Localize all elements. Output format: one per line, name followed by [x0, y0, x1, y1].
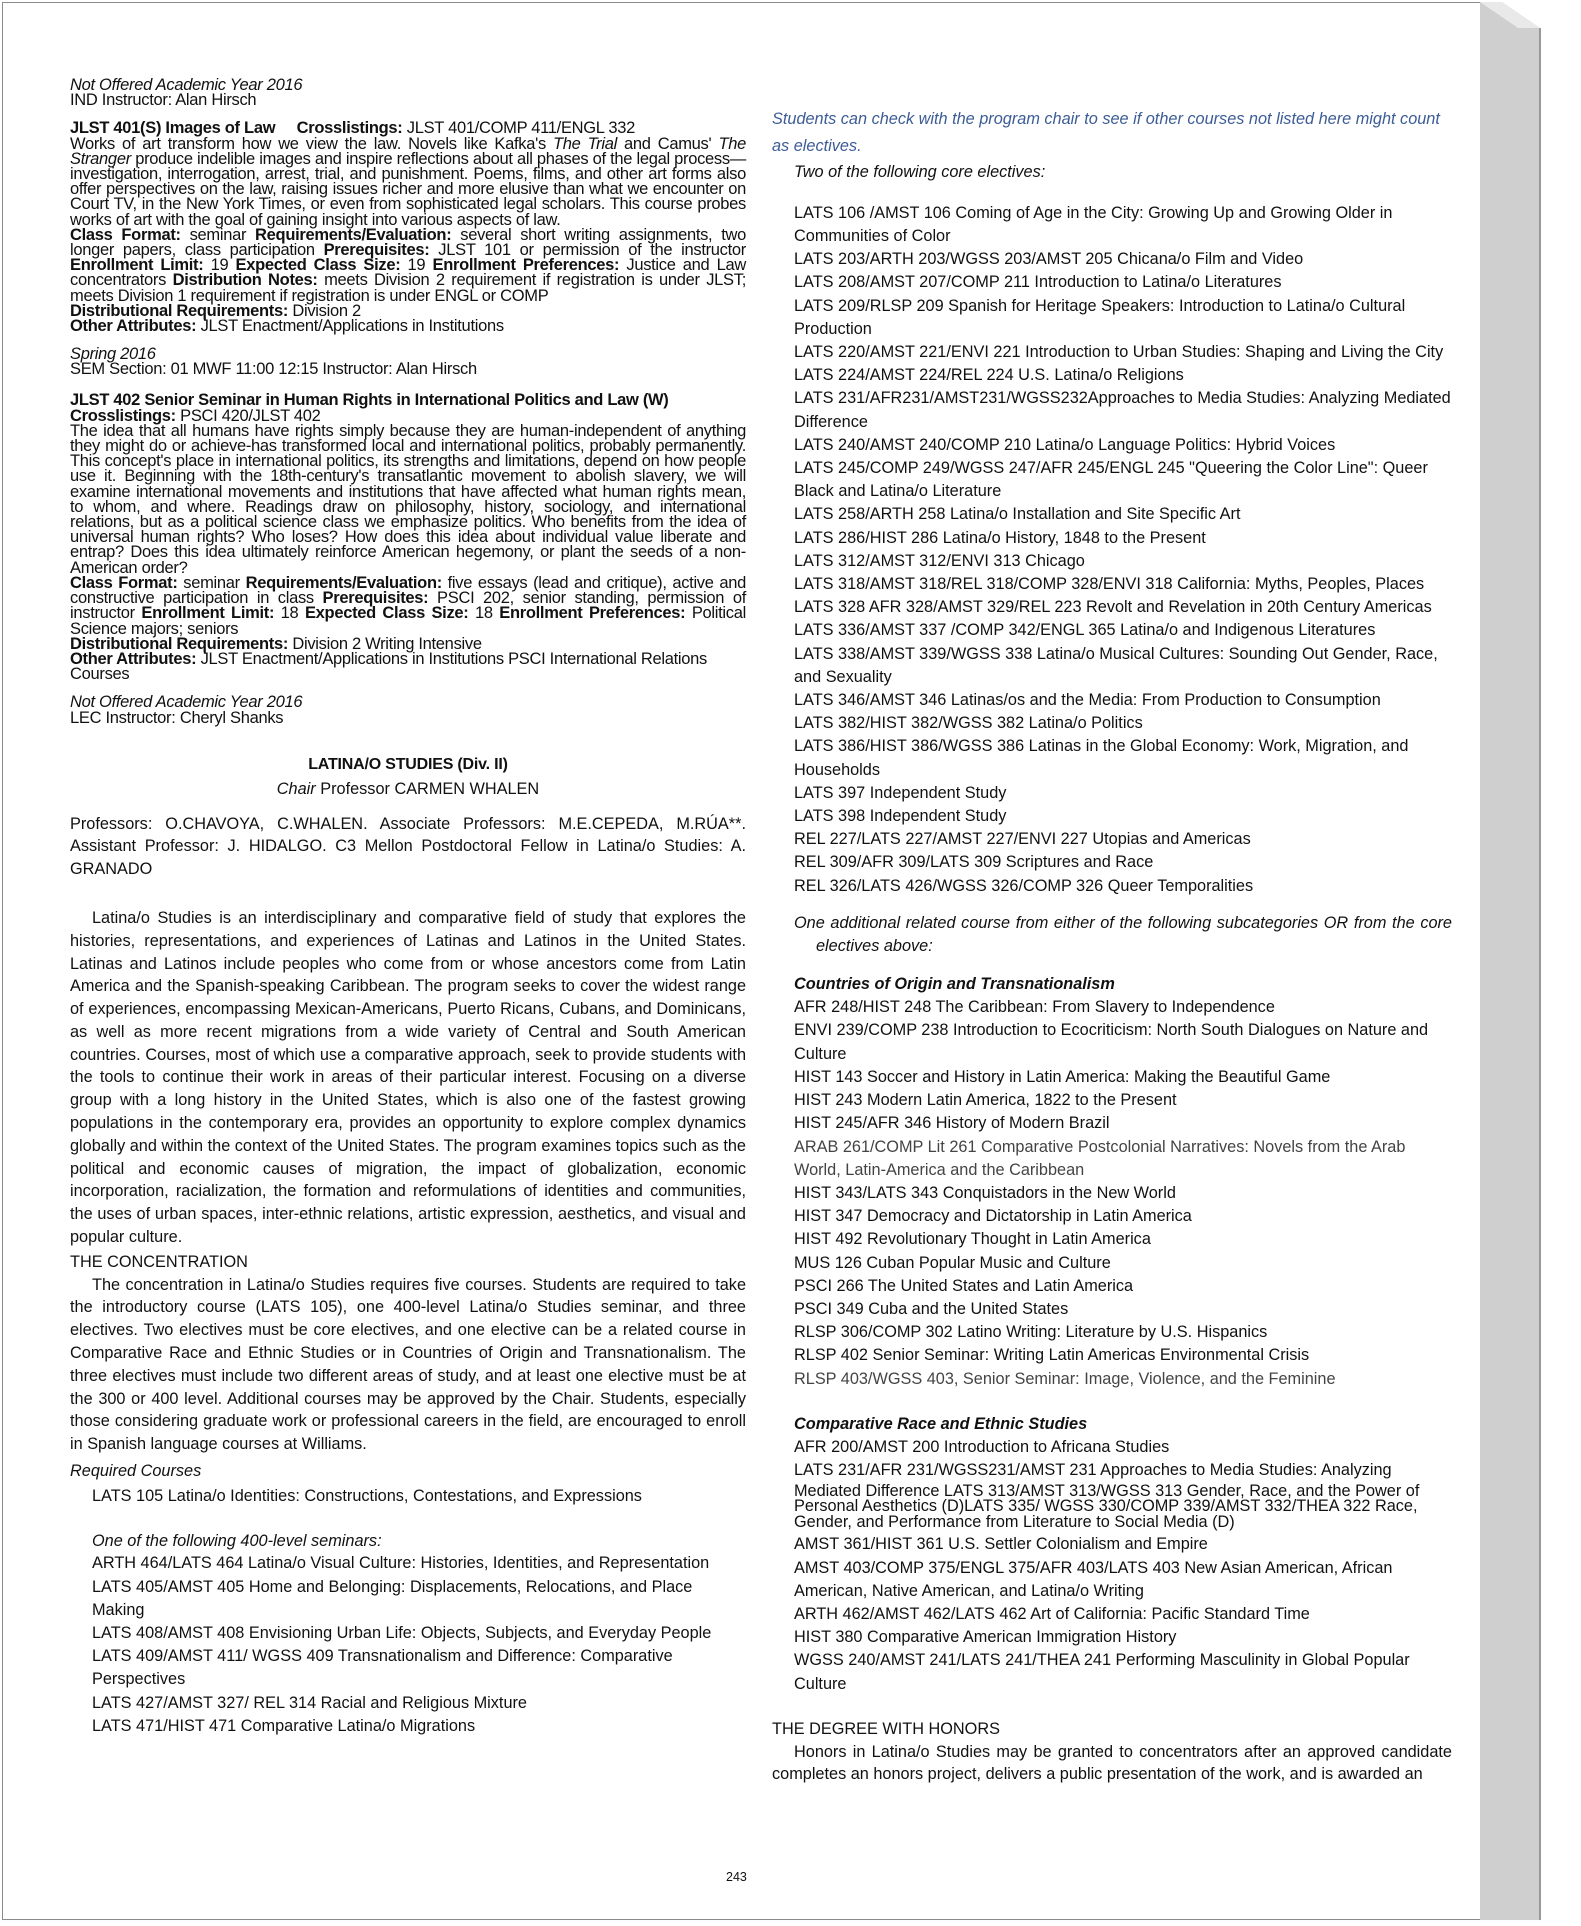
page-curl-edge [1480, 2, 1560, 1920]
program-chair-note: Students can check with the program chair to see if other courses not listed here might count as electives. [772, 110, 1440, 155]
department-chair: Chair Professor CARMEN WHALEN [276, 779, 540, 798]
countries-list [772, 996, 1452, 1390]
left-column [70, 78, 746, 1738]
list-item: LATS 245/COMP 249/WGSS 247/AFR 245/ENGL 245 "Queering the Color Line": Queer Black and Latina/o Literature [794, 459, 1428, 501]
crosslistings-label: Crosslistings: [70, 406, 176, 425]
course-jlst402 [70, 391, 746, 683]
list-item: LATS 224/AMST 224/REL 224 U.S. Latina/o Religions [794, 366, 1184, 385]
list-item: LATS 427/AMST 327/ REL 314 Racial and Religious Mixture [92, 1693, 527, 1712]
concentration-heading: THE CONCENTRATION [70, 1252, 248, 1271]
list-item: LATS 408/AMST 408 Envisioning Urban Life: Objects, Subjects, and Everyday People [92, 1624, 712, 1643]
list-item: LATS 338/AMST 339/WGSS 338 Latina/o Musical Cultures: Sounding Out Gender, Race, and Sexuality [794, 644, 1438, 686]
course-section: SEM Section: 01 MWF 11:00 12:15 Instructor: Alan Hirsch [70, 360, 477, 379]
right-column [772, 106, 1452, 1786]
list-item: PSCI 349 Cuba and the United States [794, 1299, 1069, 1318]
other-attributes: Other Attributes: JLST Enactment/Applications in Institutions [70, 317, 504, 336]
list-item: HIST 245/AFR 346 History of Modern Brazil [794, 1114, 1110, 1133]
course-details: Class Format: seminar Requirements/Evaluation: five essays (lead and critique), active and constructive participation in class Prerequisites: PSCI 202, senior standing, permission of instructor Enrollment Limit: 18 Expected Class Size: 18 Enrollment Preferences: Political Science majors; seniors [70, 573, 746, 638]
course-status: Not Offered Academic Year 2016 [70, 693, 303, 712]
crosslistings-label: Crosslistings: [296, 119, 403, 138]
list-item: LATS 209/RLSP 209 Spanish for Heritage Speakers: Introduction to Latina/o Cultural Production [794, 296, 1406, 338]
course-code-title: JLST 402 Senior Seminar in Human Rights in International Politics and Law (W) [70, 390, 669, 409]
required-courses-heading: Required Courses [70, 1462, 202, 1481]
honors-text: Honors in Latina/o Studies may be granted to concentrators after an approved candidate completes an honors project, delivers a public presentation of the work, and is awarded an [772, 1742, 1452, 1784]
countries-heading: Countries of Origin and Transnationalism [794, 975, 1115, 994]
crosslistings-value: JLST 401/COMP 411/ENGL 332 [402, 119, 635, 138]
course-type-instructor: IND Instructor: Alan Hirsch [70, 91, 257, 110]
crosslistings-value: PSCI 420/JLST 402 [175, 406, 321, 425]
course-details: Class Format: seminar Requirements/Evaluation: several short writing assignments, two longer papers, class participation Prerequisites: JLST 101 or permission of the instructor Enrollment Limit: 19 Expected Class Size: 19 Enrollment Preferences: Justice and Law concentrators Distribution Notes: meets Division 2 requirement if registration is under JLST; meets Division 1 requirement if registration is under ENGL or COMP [70, 225, 746, 305]
list-item: AFR 248/HIST 248 The Caribbean: From Slavery to Independence [794, 998, 1275, 1017]
race-ethnic-list [772, 1436, 1452, 1696]
list-item: LATS 240/AMST 240/COMP 210 Latina/o Language Politics: Hybrid Voices [794, 435, 1336, 454]
program-intro: Latina/o Studies is an interdisciplinary and comparative field of study that explores the histories, representations, and experiences of Latinas and Latinos in the United States. Latinas and Latinos include peoples who come from or whose ancestors come from Latin America and the Spanish-speaking Caribbean. The program seeks to cover the widest range of experiences, encompassing Mexican-Americans, Puerto Ricans, Cubans, and Dominicans, as well as more recent migrations from a wide variety of Central and South American countries. Courses, most of which use a comparative approach, seek to provide students with the tools to continue their work in areas of their particular interest. Focusing on a diverse group with a long history in the United States, which is also one of the fastest growing populations in the contemporary era, provides an opportunity to explore complex dynamics globally and within the context of the United States. The program examines topics such as the political and economic causes of migration, the impact of globalization, economic incorporation, racialization, the formation and reformulations of identities and communities, the uses of urban spaces, inter-ethnic relations, artistic expression, aesthetics, and visual and popular culture. [70, 908, 746, 1247]
list-item: ENVI 239/COMP 238 Introduction to Ecocriticism: North South Dialogues on Nature and Culture [794, 1021, 1429, 1063]
list-item: MUS 126 Cuban Popular Music and Culture [794, 1253, 1111, 1272]
list-item: LATS 318/AMST 318/REL 318/COMP 328/ENVI 318 California: Myths, Peoples, Places [794, 575, 1425, 594]
list-item: LATS 405/AMST 405 Home and Belonging: Displacements, Relocations, and Place Making [92, 1577, 693, 1619]
race-ethnic-heading: Comparative Race and Ethnic Studies [794, 1414, 1088, 1433]
list-item: REL 326/LATS 426/WGSS 326/COMP 326 Queer Temporalities [794, 876, 1254, 895]
seminar-list [70, 1552, 746, 1738]
list-item: LATS 203/ARTH 203/WGSS 203/AMST 205 Chicana/o Film and Video [794, 250, 1304, 269]
list-item: HIST 243 Modern Latin America, 1822 to the Present [794, 1091, 1177, 1110]
required-course: LATS 105 Latina/o Identities: Constructions, Contestations, and Expressions [92, 1486, 642, 1505]
list-item: AMST 403/COMP 375/ENGL 375/AFR 403/LATS 403 New Asian American, African American, Native American, and Latina/o Writing [794, 1558, 1393, 1600]
list-item: LATS 286/HIST 286 Latina/o History, 1848 to the Present [794, 528, 1206, 547]
list-item: LATS 397 Independent Study [794, 783, 1007, 802]
list-item: HIST 492 Revolutionary Thought in Latin America [794, 1230, 1151, 1249]
list-item: LATS 106 /AMST 106 Coming of Age in the City: Growing Up and Growing Older in Communities of Color [794, 203, 1393, 245]
list-item: LATS 258/ARTH 258 Latina/o Installation and Site Specific Art [794, 505, 1241, 524]
course-jlst401 [70, 121, 746, 334]
additional-course-note: One additional related course from either of the following subcategories OR from the core electives above: [794, 913, 1452, 955]
list-item: ARTH 464/LATS 464 Latina/o Visual Culture: Histories, Identities, and Representation [92, 1554, 710, 1573]
list-item: LATS 231/AFR231/AMST231/WGSS232Approaches to Media Studies: Analyzing Mediated Difference [794, 389, 1451, 431]
list-item: LATS 382/HIST 382/WGSS 382 Latina/o Politics [794, 714, 1143, 733]
list-item: HIST 343/LATS 343 Conquistadors in the New World [794, 1183, 1176, 1202]
other-attributes: Other Attributes: JLST Enactment/Applications in Institutions PSCI International Relations Courses [70, 649, 707, 684]
list-item: AMST 361/HIST 361 U.S. Settler Colonialism and Empire [794, 1535, 1208, 1554]
list-item: LATS 386/HIST 386/WGSS 386 Latinas in the Global Economy: Work, Migration, and Households [794, 737, 1409, 779]
list-item: AFR 200/AMST 200 Introduction to Africana Studies [794, 1437, 1170, 1456]
list-item: REL 227/LATS 227/AMST 227/ENVI 227 Utopias and Americas [794, 830, 1251, 849]
faculty-list: Professors: O.CHAVOYA, C.WHALEN. Associate Professors: M.E.CEPEDA, M.RÚA**. Assistant Professor: J. HIDALGO. C3 Mellon Postdoctoral Fellow in Latina/o Studies: A. GRANADO [70, 814, 746, 879]
course-term: Spring 2016 [70, 345, 156, 364]
department-heading: LATINA/O STUDIES (Div. II) [308, 755, 508, 773]
list-item: LATS 346/AMST 346 Latinas/os and the Media: From Production to Consumption [794, 691, 1381, 710]
list-item: LATS 471/HIST 471 Comparative Latina/o Migrations [92, 1716, 476, 1735]
distributional-requirements: Distributional Requirements: Division 2 [70, 301, 361, 320]
list-item: RLSP 403/WGSS 403, Senior Seminar: Image, Violence, and the Feminine [794, 1369, 1336, 1388]
list-item: LATS 220/AMST 221/ENVI 221 Introduction to Urban Studies: Shaping and Living the City [794, 343, 1444, 362]
course-type-instructor: LEC Instructor: Cheryl Shanks [70, 708, 284, 727]
list-item: LATS 208/AMST 207/COMP 211 Introduction to Latina/o Literatures [794, 273, 1282, 292]
list-item: HIST 143 Soccer and History in Latin America: Making the Beautiful Game [794, 1067, 1331, 1086]
course-description: Works of art transform how we view the law. Novels like Kafka's The Trial and Camus' The Stranger produce indelible images and inspire reflections about all phases of the legal process—investigation, interrogation, arrest, trial, and punishment. Poems, films, and other art forms also offer perspectives on the law, raising issues richer and more elusive than what we encounter on Court TV, in the New York Times, or even from sophisticated legal scholars. This course probes works of art with the goal of gaining insight into various aspects of law. [70, 134, 746, 229]
course-description: The idea that all humans have rights simply because they are human-independent of anything they might do or achieve-has transformed local and international politics, probably permanently. This concept's place in international politics, its strengths and limitations, depend on how people use it. Beginning with the 18th-century's transatlantic movement to abolish slavery, we will examine international movements and institutions that have affected what human rights mean, to whom, and where. Readings draw on philosophy, history, sociology, and international relations, but as a political science class we emphasize politics. Who benefits from the idea of universal human rights? Who loses? How does this idea about individual value liberate and entrap? Does this idea ultimately reinforce American hegemony, or plant the seeds of a non-American order? [70, 421, 746, 577]
concentration-text: The concentration in Latina/o Studies requires five courses. Students are required to take the introductory course (LATS 105), one 400-level Latina/o Studies seminar, and three electives. Two electives must be core electives, and one elective can be a related course in Comparative Race and Ethnic Studies or in Countries of Origin and Transnationalism. The three electives must include two different areas of study, and at least one elective must be at the 300 or 400 level. Additional courses may be approved by the Chair. Students, especially those considering graduate work or professional careers in the field, are encouraged to enroll in Spanish language courses at Williams. [70, 1275, 746, 1454]
list-item: REL 309/AFR 309/LATS 309 Scriptures and Race [794, 853, 1154, 872]
list-item: RLSP 306/COMP 302 Latino Writing: Literature by U.S. Hispanics [794, 1323, 1268, 1342]
honors-heading: THE DEGREE WITH HONORS [772, 1719, 1000, 1738]
list-item: LATS 336/AMST 337 /COMP 342/ENGL 365 Latina/o and Indigenous Literatures [794, 621, 1376, 640]
course-status: Not Offered Academic Year 2016 [70, 76, 303, 94]
list-item-condensed: Mediated Difference LATS 313/AMST 313/WGSS 313 Gender, Race, and the Power of Personal Aesthetics (D)LATS 335/ WGSS 330/COMP 339/AMST 332/THEA 322 Race, Gender, and Performance from Literature to Social Media (D) [794, 1481, 1420, 1531]
list-item: LATS 231/AFR 231/WGSS231/AMST 231 Approaches to Media Studies: Analyzing [794, 1460, 1392, 1479]
list-item: HIST 380 Comparative American Immigration History [794, 1628, 1177, 1647]
core-electives-heading: Two of the following core electives: [794, 163, 1046, 181]
list-item: PSCI 266 The United States and Latin America [794, 1276, 1134, 1295]
distributional-requirements: Distributional Requirements: Division 2 Writing Intensive [70, 634, 482, 653]
list-item: LATS 409/AMST 411/ WGSS 409 Transnationalism and Difference: Comparative Perspectives [92, 1647, 673, 1689]
list-item: LATS 398 Independent Study [794, 807, 1007, 826]
list-item: LATS 312/AMST 312/ENVI 313 Chicago [794, 551, 1085, 570]
list-item: ARTH 462/AMST 462/LATS 462 Art of California: Pacific Standard Time [794, 1605, 1310, 1624]
list-item: LATS 328 AFR 328/AMST 329/REL 223 Revolt and Revelation in 20th Century Americas [794, 598, 1432, 617]
course-code-title: JLST 401(S) Images of Law [70, 119, 276, 138]
seminar-heading: One of the following 400-level seminars: [92, 1531, 382, 1550]
list-item: ARAB 261/COMP Lit 261 Comparative Postcolonial Narratives: Novels from the Arab World, Latin-America and the Caribbean [794, 1137, 1406, 1179]
list-item: WGSS 240/AMST 241/LATS 241/THEA 241 Performing Masculinity in Global Popular Culture [794, 1651, 1410, 1693]
page-number: 243 [726, 1870, 747, 1884]
core-electives-list [772, 202, 1452, 898]
list-item: HIST 347 Democracy and Dictatorship in Latin America [794, 1207, 1192, 1226]
list-item: RLSP 402 Senior Seminar: Writing Latin Americas Environmental Crisis [794, 1346, 1310, 1365]
